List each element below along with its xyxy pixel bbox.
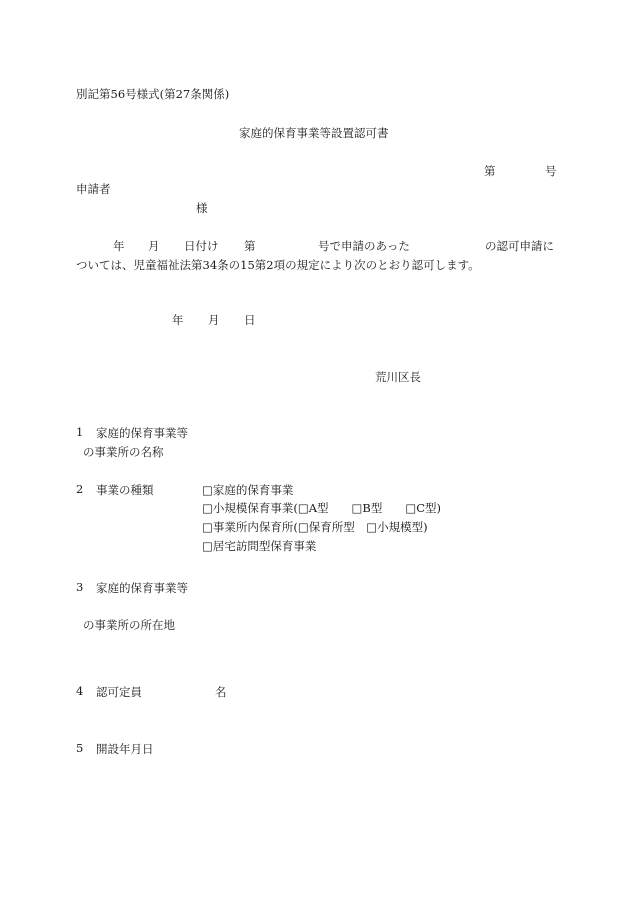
body-go-request: 号で申請のあった (318, 239, 410, 253)
body-tsuki: 月 (148, 239, 160, 253)
form-label: 別記第56号様式(第27条関係) (76, 87, 230, 101)
item3-label-line1: 家庭的保育事業等 (96, 581, 188, 595)
item4-label: 認可定員 (96, 685, 142, 699)
date-tsuki: 月 (208, 313, 220, 327)
body-permit-request: の認可申請に (485, 239, 554, 253)
item2-number: 2 (76, 482, 84, 496)
item1-label-line2: の事業所の名称 (83, 445, 164, 459)
body-nen: 年 (113, 239, 125, 253)
item5-number: 5 (76, 741, 84, 755)
item1-label-line1: 家庭的保育事業等 (96, 426, 188, 440)
body-hizuke: 日付け (184, 239, 219, 253)
applicant-label: 申請者 (76, 182, 111, 196)
authority: 荒川区長 (375, 370, 421, 384)
item2-label: 事業の種類 (96, 483, 154, 497)
number-dai: 第 (484, 164, 496, 178)
item1-number: 1 (76, 425, 84, 439)
item2-option-small: □小規模保育事業(□A型 □B型 □C型) (202, 501, 441, 515)
item2-option-family: □家庭的保育事業 (202, 483, 294, 497)
item2-option-home-visit: □居宅訪問型保育事業 (202, 539, 317, 553)
applicant-sama: 様 (196, 201, 208, 215)
number-go: 号 (545, 164, 557, 178)
item5-label: 開設年月日 (96, 742, 154, 756)
item3-label-line2: の事業所の所在地 (83, 618, 175, 632)
item3-number: 3 (76, 580, 84, 594)
body-line2: ついては、児童福祉法第34条の15第2項の規定により次のとおり認可します。 (76, 258, 480, 272)
body-dai: 第 (244, 239, 256, 253)
item4-unit: 名 (215, 685, 227, 699)
document-title: 家庭的保育事業等設置認可書 (239, 126, 389, 140)
date-hi: 日 (244, 313, 256, 327)
item2-option-workplace: □事業所内保育所(□保育所型 □小規模型) (202, 520, 428, 534)
item4-number: 4 (76, 684, 84, 698)
date-nen: 年 (172, 313, 184, 327)
